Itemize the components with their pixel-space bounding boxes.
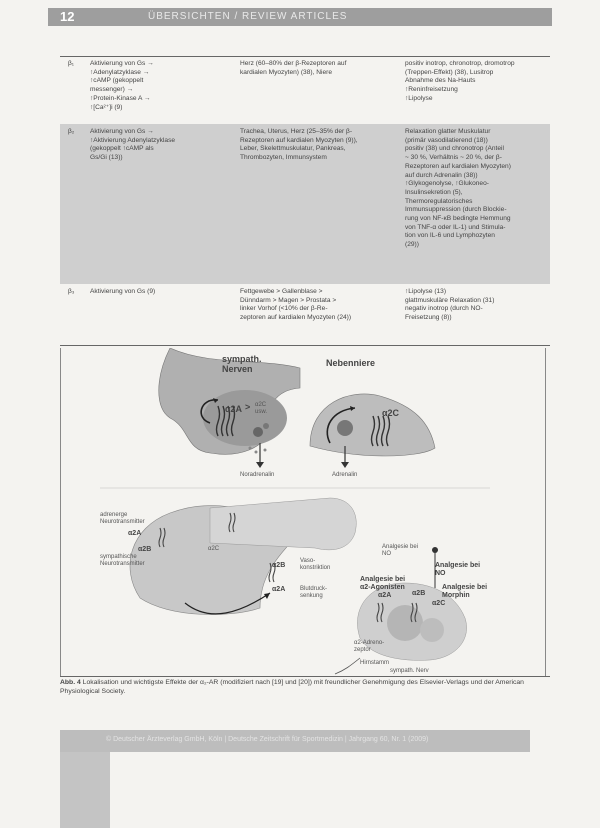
table-bottom-rule bbox=[60, 345, 550, 346]
spinal-label-3: Vaso- konstriktion bbox=[300, 558, 331, 571]
receptor-a2c-label: α2C bbox=[382, 408, 400, 418]
spinal-label-4: Blutdruck- senkung bbox=[300, 586, 328, 599]
section-title: ÜBERSICHTEN / REVIEW ARTICLES bbox=[148, 11, 348, 22]
figure-caption bbox=[60, 678, 546, 696]
table-row bbox=[60, 284, 550, 344]
page-number: 12 bbox=[60, 9, 75, 24]
table-row bbox=[60, 124, 550, 284]
spinal-label-5: Analgesie bei NO bbox=[382, 544, 419, 557]
spinal-a2b-right: α2B bbox=[412, 590, 426, 597]
spinal-a2a-mid: α2A bbox=[272, 586, 286, 593]
adrenal-illustration bbox=[310, 394, 435, 468]
ratio-symbol: > bbox=[245, 402, 251, 412]
spinal-a2a: α2A bbox=[128, 530, 142, 537]
footer-text: © Deutscher Ärzteverlag GmbH, Köln | Deutsche Zeitschrift für Sportmedizin | Jahrgang 60, Nr. 1 (2009) bbox=[106, 736, 429, 743]
table-cell-signaling: Aktivierung von Gs (9) bbox=[90, 288, 156, 295]
table-cell-distribution: Trachea, Uterus, Herz (25–35% der β- Rezeptoren auf kardialen Myozyten (9)), Leber, Skelettmuskulatur, Pankreas, Thrombozyten, Immunsystem bbox=[240, 128, 358, 162]
spinal-label-2: sympathische Neurotransmitter bbox=[100, 554, 145, 567]
page-header bbox=[48, 8, 552, 26]
spinal-label-no: Analgesie bei NO bbox=[435, 562, 481, 577]
table-cell-distribution: Fettgewebe > Gallenblase > Dünndarm > Magen > Prostata > linker Vorhof (<10% der β-Re- zeptoren auf kardialen Myozyten (24)) bbox=[240, 288, 352, 322]
spinal-a2a-right: α2A bbox=[378, 592, 392, 599]
table-cell-function: ↑Lipolyse (13) glattmuskuläre Relaxation (31) negativ inotrop (durch NO- Freisetzung (8)) bbox=[405, 288, 495, 322]
receptor-a2c-small-label: α2C usw. bbox=[255, 402, 268, 415]
spinal-label-10: sympath. Nerv bbox=[390, 668, 429, 674]
table-cell-signaling: Aktivierung von Gs → ↑Aktivierung Adenylatzyklase (gekoppelt ↑cAMP als Gs/Gi (13)) bbox=[90, 128, 176, 162]
table-cell-subtype: β₃ bbox=[68, 288, 75, 295]
spinal-label-6: Analgesie bei α2-Agonisten bbox=[360, 576, 406, 591]
table-cell-subtype: β₂ bbox=[68, 128, 75, 135]
spinal-label-1: adrenerge Neurotransmitter bbox=[100, 512, 145, 525]
adrenalin-label: Adrenalin bbox=[332, 472, 358, 478]
caption-label: Abb. 4 bbox=[60, 679, 81, 686]
spinal-a2c-small: α2C bbox=[208, 546, 220, 552]
table-row bbox=[60, 56, 550, 124]
spinal-label-9: Hirnstamm bbox=[360, 660, 390, 666]
spinal-a2c-right: α2C bbox=[432, 600, 446, 607]
spinal-label-8: α2-Adreno- zeptor bbox=[354, 640, 385, 653]
table-cell-subtype: β₁ bbox=[68, 60, 75, 67]
receptor-a2a-label: α2A bbox=[225, 404, 243, 414]
spinal-a2b-mid: α2B bbox=[272, 562, 286, 569]
spinal-illustration bbox=[130, 498, 467, 674]
caption-text: Lokalisation und wichtigste Effekte der α₂-AR (modifiziert nach [19] und [20]) mit freundlicher Genehmigung des Elsevier-Verlags und der American Physiological Society. bbox=[60, 679, 524, 695]
table-cell-function: Relaxation glatter Muskulatur (primär vasodilatierend (18)) positiv (38) und chronotrop (Anteil ~ 30 %, Verhältnis ~ 20 %, der β- Rezeptoren auf kardialen Myozyten) auf durch Adrenalin (38)) ↑Glykogenolyse, ↑Glukoneo- Insulinsekretion (5), Thermoregulatorisches Immunsuppression (durch Blockie- rung von NF-κB bedingte Hemmung von TNF-α oder IL-1) und Stimula- tion von IL-6 und Lymphozyten (29)) bbox=[405, 128, 511, 249]
spinal-label-7: Analgesie bei Morphin bbox=[442, 584, 488, 599]
figure-frame bbox=[60, 348, 546, 676]
noradrenalin-label: Noradrenalin bbox=[240, 472, 275, 478]
figure-bottom-rule bbox=[60, 676, 550, 677]
table-cell-distribution: Herz (60–80% der β-Rezeptoren auf kardialen Myozyten) (38), Niere bbox=[240, 60, 347, 76]
table-cell-function: positiv inotrop, chronotrop, dromotrop (Treppen-Effekt) (38), Lusitrop Abnahme des Na-Hauts ↑Reninfreisetzung ↑Lipolyse bbox=[405, 60, 515, 102]
adrenal-title: Nebenniere bbox=[326, 358, 376, 368]
footer-side-bar bbox=[60, 752, 110, 828]
receptor-table bbox=[60, 56, 550, 344]
spinal-a2b: α2B bbox=[138, 546, 152, 553]
table-cell-signaling: Aktivierung von Gs → ↑Adenylatzyklase → ↑cAMP (gekoppelt messenger) → ↑Protein-Kinase A → ↑[Ca²⁺]i (9) bbox=[90, 60, 154, 111]
sympathetic-nerves-title: sympath. Nerven bbox=[222, 354, 262, 374]
